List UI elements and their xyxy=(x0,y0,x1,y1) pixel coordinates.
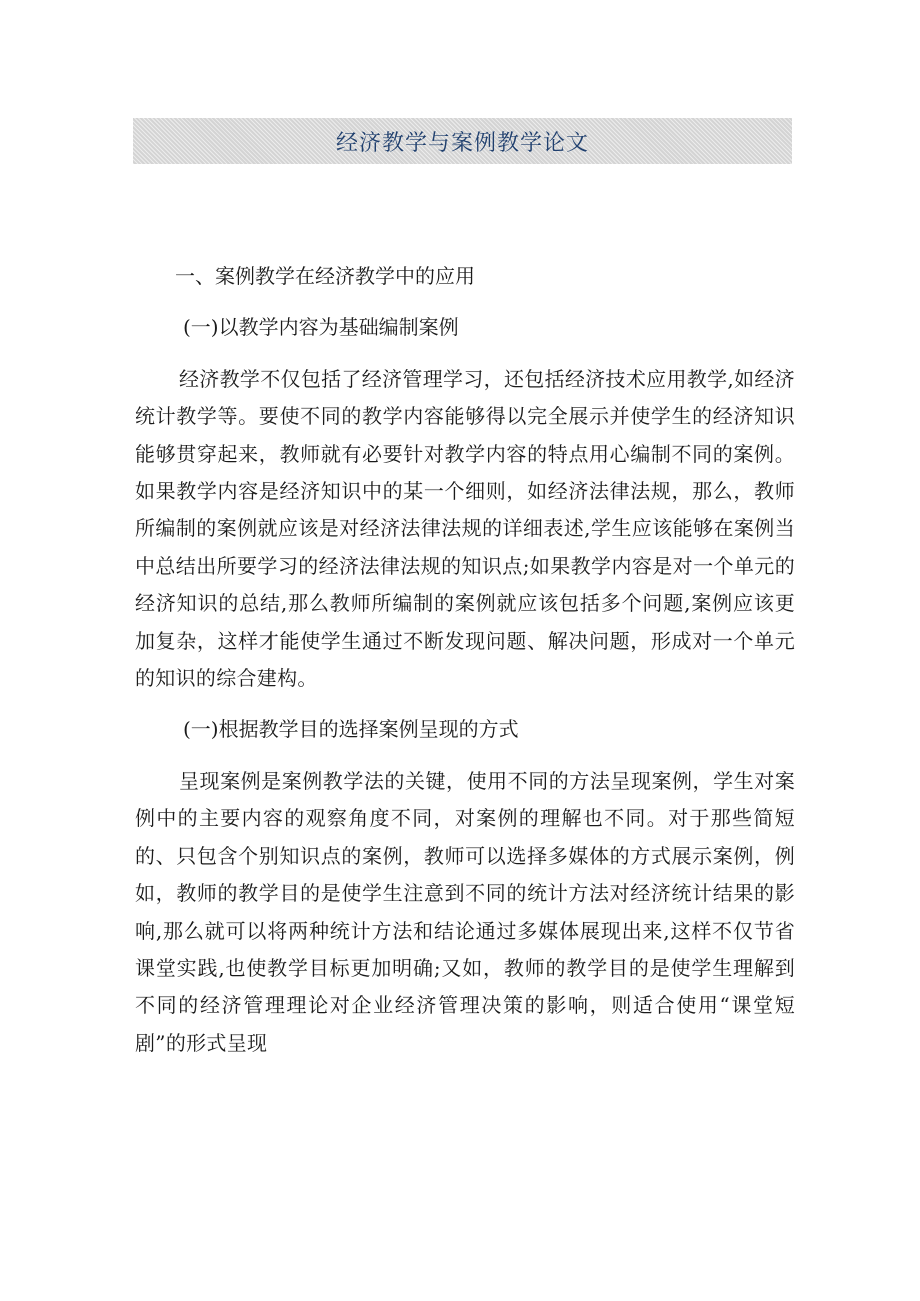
subsection-heading-1: (一)以教学内容为基础编制案例 xyxy=(183,315,459,340)
document-title: 经济教学与案例教学论文 xyxy=(335,130,589,156)
body-paragraph-1: 经济教学不仅包括了经济管理学习，还包括经济技术应用教学,如经济统计教学等。要使不同的教学内容能够得以完全展示并使学生的经济知识能够贯穿起来，教师就有必要针对教学内容的特点用心编制不同的案例。如果教学内容是经济知识中的某一个细则，如经济法律法规，那么，教师所编制的案例就应该是对经济法律法规的详细表述,学生应该能够在案例当中总结出所要学习的经济法律法规的知识点;如果教学内容是对一个单元的经济知识的总结,那么教师所编制的案例就应该包括多个问题,案例应该更加复杂，这样才能使学生通过不断发现问题、解决问题，形成对一个单元的知识的综合建构。 xyxy=(135,366,795,691)
section-heading: 一、案例教学在经济教学中的应用 xyxy=(175,264,475,288)
document-body xyxy=(135,258,795,1062)
title-banner xyxy=(133,118,792,164)
body-paragraph-2: 呈现案例是案例教学法的关键，使用不同的方法呈现案例，学生对案例中的主要内容的观察角度不同，对案例的理解也不同。对于那些简短的、只包含个别知识点的案例，教师可以选择多媒体的方式展示案例，例如，教师的教学目的是使学生注意到不同的统计方法对经济统计结果的影响,那么就可以将两种统计方法和结论通过多媒体展现出来,这样不仅节省课堂实践,也使教学目标更加明确;又如，教师的教学目的是使学生理解到不同的经济管理理论对企业经济管理决策的影响，则适合使用“课堂短剧”的形式呈现 xyxy=(135,768,795,1055)
subsection-heading-2: (一)根据教学目的选择案例呈现的方式 xyxy=(183,717,519,742)
